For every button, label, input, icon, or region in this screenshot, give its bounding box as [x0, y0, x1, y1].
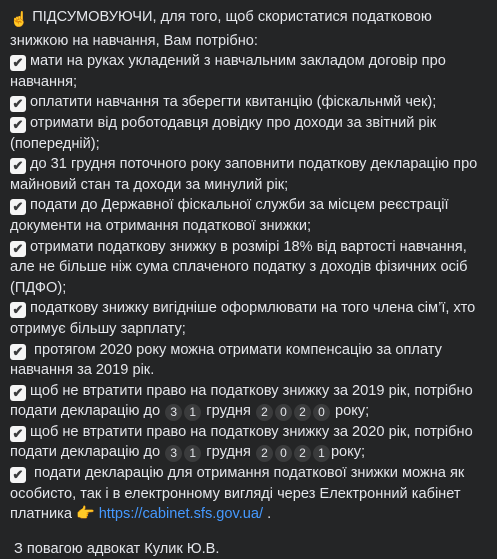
check-mark-button-icon: ✔ [10, 158, 26, 174]
keycap-digit: 2 [294, 404, 311, 421]
item-text: оплатити навчання та зберегти квитанцію (фіскальнмй чек); [30, 94, 437, 111]
month-text: грудня [206, 444, 251, 461]
keycap-digit: 3 [165, 445, 182, 462]
item-text: мати на руках укладений з навчальним закладом договір про навчання; [10, 53, 446, 90]
check-mark-button-icon: ✔ [10, 241, 26, 257]
cabinet-link[interactable]: https://cabinet.sfs.gov.ua/ [98, 506, 264, 523]
intro-text: ПІДСУМОВУЮЧИ, для того, щоб скористатися податковою знижкою на навчання, Вам потрібно: [10, 9, 432, 49]
item-text: щоб не втратити право на податкову знижку за 2020 рік, потрібно подати декларацію до [10, 423, 473, 461]
check-mark-button-icon: ✔ [10, 302, 26, 318]
backhand-index-pointing-right-icon: 👉 [76, 505, 95, 523]
list-item [10, 154, 487, 195]
post-intro [10, 7, 487, 51]
keycap-digit: 1 [184, 445, 201, 462]
list-item [10, 113, 487, 154]
item-tail: року; [330, 444, 366, 461]
item-tail: . [263, 506, 272, 523]
pointing-up-hand-icon: ☝️ [10, 12, 29, 28]
keycap-digit: 0 [313, 404, 330, 421]
list-item [10, 298, 487, 339]
check-mark-button-icon: ✔ [10, 467, 26, 483]
list-item [10, 92, 487, 113]
item-text: подати декларацію для отримання податкової знижки можна як особисто, так і в електронному вигляді через Електронний кабінет платника [10, 465, 465, 523]
item-text: податкову знижку вигідніше оформлювати на того члена сім’ї, хто отримує більшу зарплату; [10, 300, 476, 337]
keycap-digit: 2 [256, 445, 273, 462]
keycap-digit: 0 [275, 445, 292, 462]
month-text: грудня [206, 403, 251, 420]
check-mark-button-icon: ✔ [10, 385, 26, 401]
check-mark-button-icon: ✔ [10, 426, 26, 442]
list-item [10, 237, 487, 299]
check-mark-button-icon: ✔ [10, 55, 26, 71]
list-item [10, 381, 487, 422]
list-item [10, 340, 487, 381]
item-text: отримати податкову знижку в розмірі 18% від вартості навчання, але не більше ніж сума сплаченого податку з доходів фізичних осіб (ПДФО); [10, 238, 468, 296]
item-text: протягом 2020 року можна отримати компенсацію за оплату навчання за 2019 рік. [10, 341, 442, 379]
check-mark-button-icon: ✔ [10, 117, 26, 133]
item-tail: року; [335, 403, 370, 420]
list-item [10, 422, 487, 463]
list-item [10, 51, 487, 92]
keycap-digit: 1 [184, 404, 201, 421]
keycap-digit: 2 [256, 404, 273, 421]
list-item [10, 463, 487, 525]
check-mark-button-icon: ✔ [10, 199, 26, 215]
check-mark-button-icon: ✔ [10, 344, 26, 360]
keycap-digit: 3 [165, 404, 182, 421]
keycap-digit: 2 [294, 445, 311, 462]
item-text: щоб не втратити право на податкову знижку за 2019 рік, потрібно подати декларацію до [10, 382, 473, 420]
item-text: подати до Державної фіскальної служби за місцем реєстрації документи на отримання податкової знижки; [10, 197, 449, 234]
keycap-digit: 0 [275, 404, 292, 421]
list-item [10, 195, 487, 236]
keycap-digit: 1 [313, 445, 330, 462]
signature: З повагою адвокат Кулик Ю.В. [14, 540, 220, 557]
check-mark-button-icon: ✔ [10, 96, 26, 112]
item-text: отримати від роботодавця довідку про доходи за звітний рік (попередній); [10, 114, 437, 152]
item-text: до 31 грудня поточного року заповнити податкову декларацію про майновий стан та доходи за минулий рік; [10, 156, 478, 193]
